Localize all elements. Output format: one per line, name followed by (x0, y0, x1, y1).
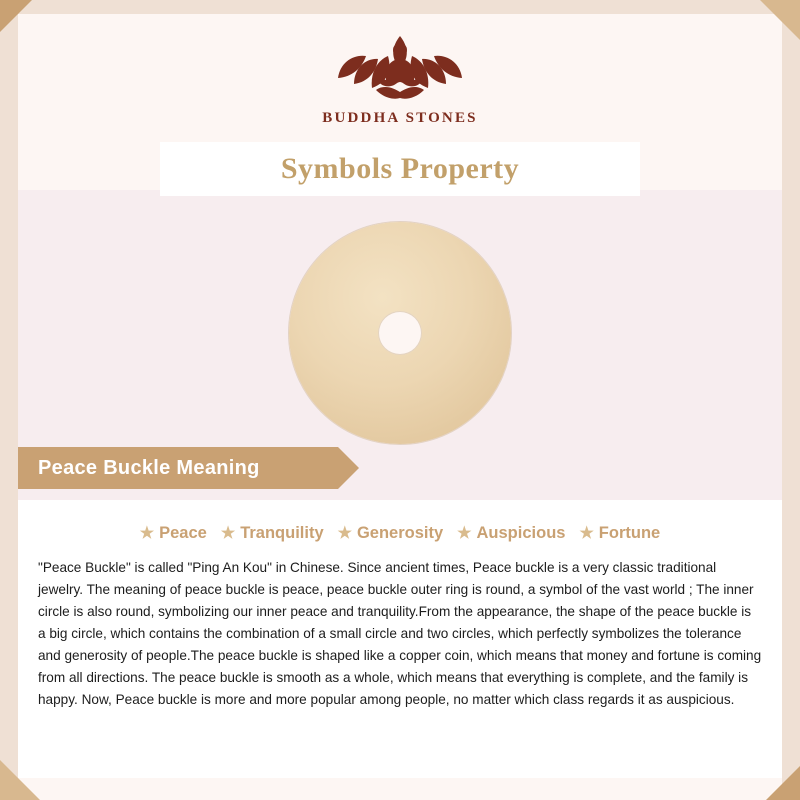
keyword-label: Auspicious (476, 524, 566, 542)
section-ribbon (18, 447, 338, 489)
star-icon: ★ (337, 524, 352, 542)
star-icon: ★ (220, 524, 236, 542)
keyword-label: Generosity (356, 524, 444, 542)
star-icon: ★ (139, 524, 155, 542)
keyword-label: Peace (159, 524, 207, 542)
keyword-item (457, 524, 565, 543)
peace-buckle-inner-hole (378, 311, 422, 355)
title-band (160, 142, 640, 196)
keyword-item (140, 524, 207, 543)
star-icon: ★ (457, 524, 472, 542)
peace-buckle-disc-icon (289, 222, 511, 444)
keyword-list (36, 524, 764, 543)
body-panel (18, 500, 782, 778)
description-paragraph: "Peace Buckle" is called "Ping An Kou" in Chinese. Since ancient times, Peace buckle is a very classic traditional jewelry. The meaning of peace buckle is peace, peace buckle outer ring is round, a symbol of the vast world ; The inner circle is also round, symbolizing our inner peace and tranquility.From the appearance, the shape of the peace buckle is a big circle, which contains the combination of a small circle and two circles, which perfectly symbolizes the tolerance and generosity of people.The peace buckle is shaped like a copper coin, which means that money and fortune is coming from all directions. The peace buckle is smooth as a whole, which means that everything is complete, and the family is happy. Now, Peace buckle is more and more popular among people, no matter which class regards it as auspicious. (38, 560, 762, 708)
hero-image-wrapper (0, 222, 800, 444)
brand-name: BUDDHA STONES (322, 110, 478, 126)
keyword-label: Fortune (598, 524, 661, 542)
brand-header (0, 0, 800, 126)
page-title: Symbols Property (280, 152, 520, 185)
keyword-item (338, 524, 444, 543)
section-ribbon-label: Peace Buckle Meaning (38, 456, 260, 479)
keyword-item (221, 524, 324, 543)
keyword-item (579, 524, 660, 543)
star-icon: ★ (579, 524, 594, 542)
lotus-meditation-icon (320, 22, 480, 108)
keyword-label: Tranquility (240, 524, 324, 542)
